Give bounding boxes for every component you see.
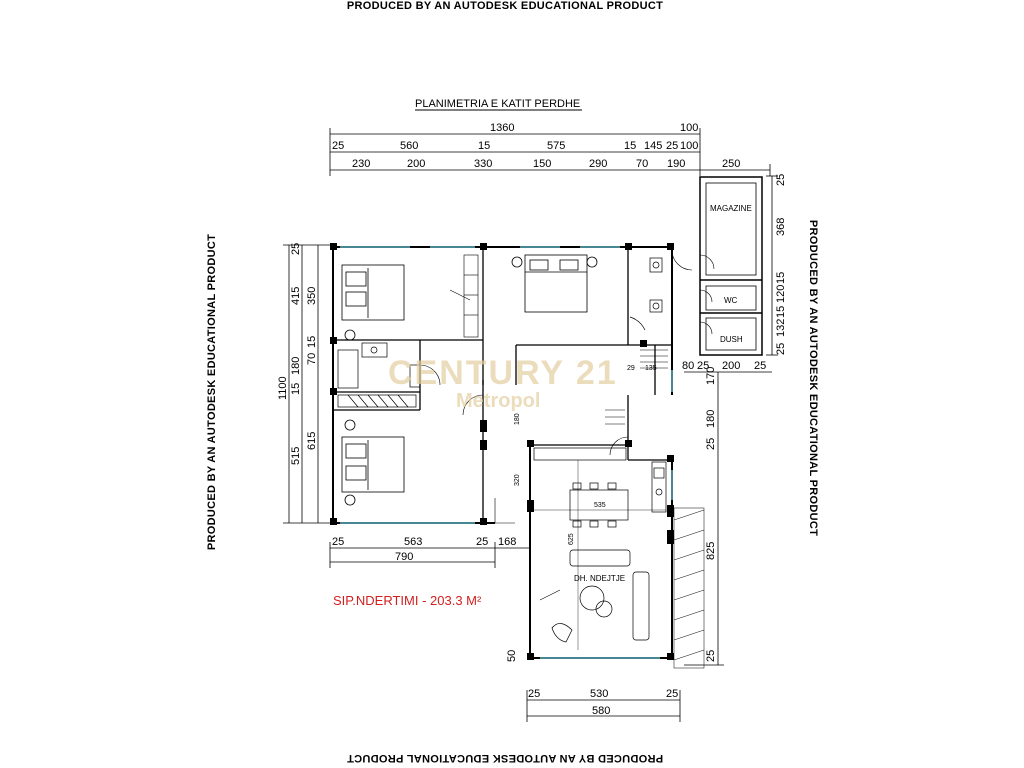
dim-left-mid: 515 (290, 446, 302, 465)
room-label-wc: WC (724, 296, 738, 305)
dim-row2-value: 100 (680, 140, 699, 152)
dim-row-3 (352, 158, 740, 170)
dim-row2-value: 145 (644, 140, 663, 152)
bathroom-fixtures (630, 258, 662, 330)
dim-left-inner: 350 (306, 286, 318, 305)
dim-left-mid: 415 (290, 286, 302, 305)
area-label: SIP.NDERTIMI - 203.3 M² (333, 593, 482, 608)
dim-row-2 (332, 140, 698, 152)
bed-bedroom-3 (342, 420, 404, 505)
dim-row2-value: 15 (624, 140, 637, 152)
dim-annex-bottom: 200 (722, 360, 741, 372)
sofa-set (552, 550, 649, 642)
room-label-living: DH. NDEJTJE (574, 574, 626, 583)
dim-row3-value: 290 (589, 158, 608, 170)
watermark-stamp-top: PRODUCED BY AN AUTODESK EDUCATIONAL PRODUCT (346, 0, 664, 12)
dim-top-total: 1360 (490, 122, 515, 134)
dim-row2-value: 575 (547, 140, 566, 152)
dim-left-mid: 25 (290, 242, 302, 255)
terrace-hatch (674, 508, 704, 668)
dim-row3-value: 250 (722, 158, 741, 170)
dim-right-annex: 15 (775, 271, 787, 284)
dim-left-outer: 1100 (277, 376, 289, 400)
dim-row3-value: 190 (667, 158, 686, 170)
dim-bottom-left: 25 (476, 536, 489, 548)
annex-doors (700, 255, 714, 334)
dim-right-lower: 825 (705, 541, 717, 560)
dim-bottom-right: 25 (528, 688, 541, 700)
dim-right-lower: 180 (705, 409, 717, 428)
dim-right-annex: 25 (775, 342, 787, 355)
dim-interior: 535 (594, 502, 606, 509)
watermark-stamp-left: PRODUCED BY AN AUTODESK EDUCATIONAL PRODUCT (206, 233, 218, 551)
dim-bottom-left: 25 (332, 536, 345, 548)
dim-right-annex: 25 (775, 173, 787, 186)
dim-row2-value: 560 (400, 140, 419, 152)
dim-annex-bottom: 25 (754, 360, 767, 372)
dim-left-inner: 615 (306, 431, 318, 450)
dim-row3-value: 70 (636, 158, 649, 170)
dim-interior: 320 (514, 474, 521, 486)
dim-top-extra: 100 (680, 122, 699, 134)
dim-right-lower: 25 (705, 649, 717, 662)
dim-left-lower: 50 (506, 649, 518, 662)
dim-bottom-right: 530 (590, 688, 609, 700)
hallway-wardrobe (338, 395, 416, 407)
wardrobe-bedroom-1 (450, 255, 478, 337)
dim-row2-value: 15 (478, 140, 491, 152)
dim-left-inner: 180 (290, 356, 302, 375)
dim-annex-bottom: 80 (682, 360, 695, 372)
dim-interior: 625 (568, 533, 575, 545)
dim-right-annex: 15 (775, 305, 787, 318)
dim-left-inner: 15 (306, 335, 318, 348)
dim-right-lower: 25 (705, 437, 717, 450)
room-label-magazine: MAGAZINE (710, 204, 752, 213)
dim-row2-value: 25 (332, 140, 345, 152)
dim-bottom-left: 563 (404, 536, 423, 548)
dim-bottom-left: 168 (498, 536, 517, 548)
bed-bedroom-2 (512, 255, 597, 312)
dim-bottom-right: 25 (666, 688, 679, 700)
dim-row3-value: 230 (352, 158, 371, 170)
dim-row2-value: 25 (666, 140, 679, 152)
dim-interior: 135 (645, 365, 657, 372)
dim-right-lower: 170 (705, 366, 717, 385)
watermark-stamp-bottom: PRODUCED BY AN AUTODESK EDUCATIONAL PRODUCT (346, 752, 664, 764)
dim-annex-bottom: 25 (697, 360, 710, 372)
dim-left-inner: 70 (306, 352, 318, 365)
door-swings (420, 250, 695, 600)
dim-right-annex: 368 (775, 217, 787, 236)
dim-interior: 180 (514, 413, 521, 425)
dim-interior: 29 (627, 365, 635, 372)
room-label-dush: DUSH (720, 335, 743, 344)
dim-bottom-left-total: 790 (395, 551, 414, 563)
dim-right-annex: 132 (775, 318, 787, 337)
dim-right-annex: 120 (775, 284, 787, 303)
watermark-brand: CENTURY 21 (388, 354, 618, 392)
dim-bottom-right-total: 580 (592, 705, 611, 717)
watermark-stamp-right: PRODUCED BY AN AUTODESK EDUCATIONAL PRODUCT (807, 219, 819, 537)
dim-row3-value: 200 (407, 158, 426, 170)
dim-left-mid: 15 (290, 382, 302, 395)
plan-title: PLANIMETRIA E KATIT PERDHE (415, 98, 581, 110)
dim-row3-value: 330 (474, 158, 493, 170)
bed-bedroom-1 (342, 265, 404, 340)
dim-row3-value: 150 (533, 158, 552, 170)
watermark-office: Metropol (456, 390, 541, 412)
